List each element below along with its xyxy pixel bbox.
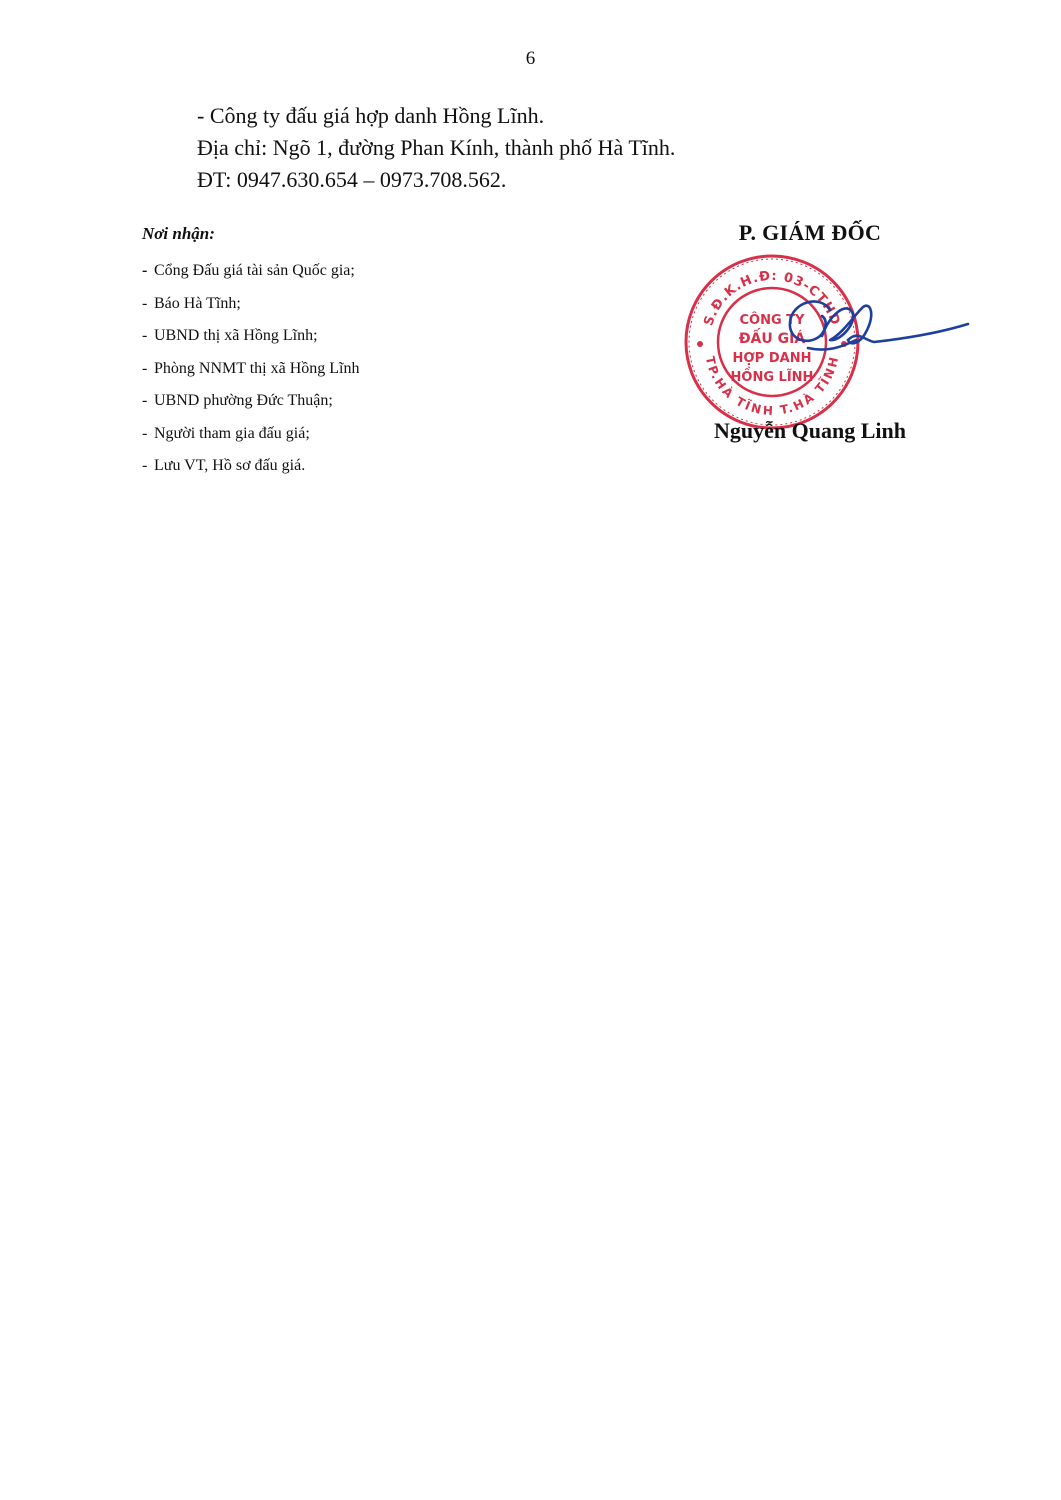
address-line: Địa chỉ: Ngõ 1, đường Phan Kính, thành phố Hà Tĩnh.	[197, 135, 676, 160]
company-seal	[680, 244, 970, 434]
recipient-item: - UBND phường Đức Thuận;	[142, 392, 333, 409]
recipient-item: - Lưu VT, Hồ sơ đấu giá.	[142, 457, 306, 474]
company-line: - Công ty đấu giá hợp danh Hồng Lĩnh.	[197, 103, 545, 128]
signer-title: P. GIÁM ĐỐC	[738, 220, 882, 245]
seal-bottom-text: TP.HÀ TĨNH T.HÀ TĨNH	[702, 354, 842, 418]
signer-name: Nguyễn Quang Linh	[714, 418, 906, 443]
recipient-item: - UBND thị xã Hồng Lĩnh;	[142, 327, 318, 344]
seal-line: HỢP DANH	[732, 351, 812, 366]
recipient-item: - Báo Hà Tĩnh;	[142, 294, 241, 312]
seal-line: CÔNG TY	[739, 313, 805, 328]
seal-top-text: S.Đ.K.H.Đ: 03-CTHD	[701, 268, 843, 328]
recipient-item: - Người tham gia đấu giá;	[142, 424, 310, 442]
seal-stamp	[686, 256, 858, 428]
phone-line: ĐT: 0947.630.654 – 0973.708.562.	[197, 167, 507, 192]
seal-line: HỒNG LĨNH	[730, 370, 814, 385]
recipients-list	[142, 255, 359, 483]
handwritten-signature	[790, 301, 968, 349]
page-number: 6	[525, 48, 536, 69]
recipient-item: - Cổng Đấu giá tài sản Quốc gia;	[142, 262, 355, 279]
contact-block	[197, 100, 675, 196]
recipient-item: - Phòng NNMT thị xã Hồng Lĩnh	[142, 359, 360, 377]
recipients-heading: Nơi nhận:	[142, 224, 215, 243]
recipients-section	[142, 223, 359, 483]
seal-line: ĐẤU GIÁ	[738, 331, 806, 347]
signature-block	[680, 218, 970, 458]
